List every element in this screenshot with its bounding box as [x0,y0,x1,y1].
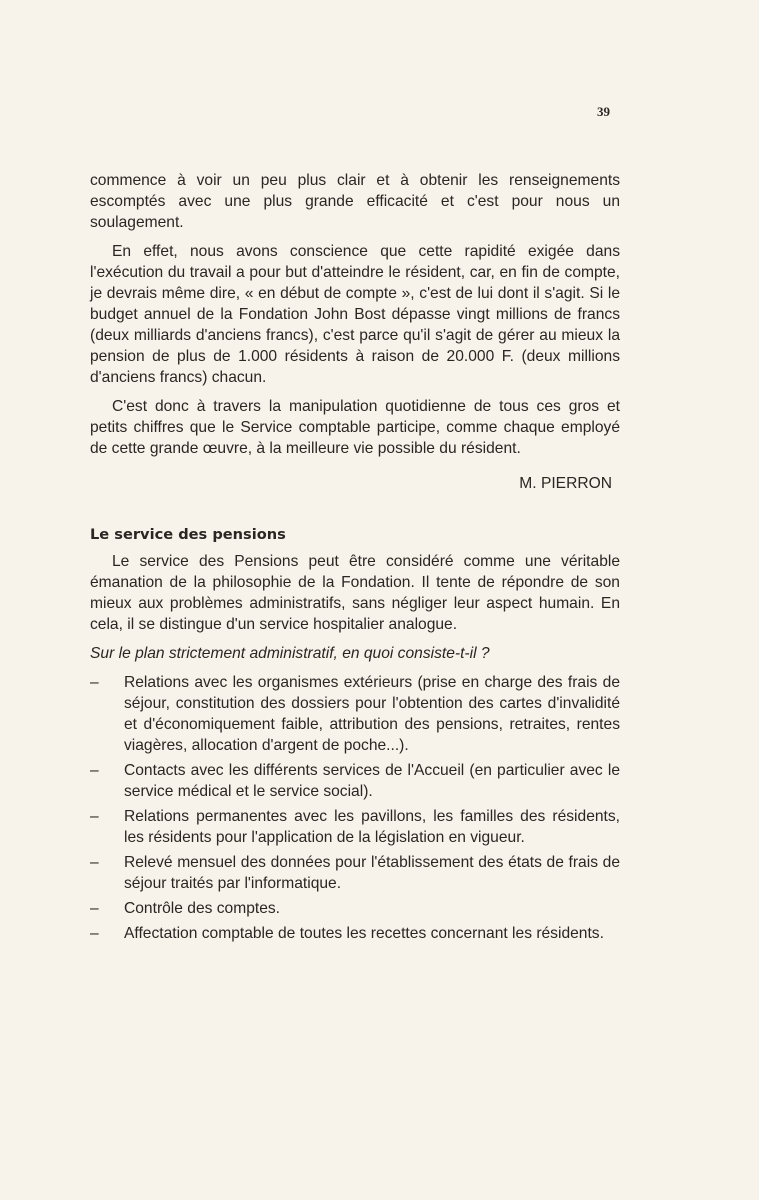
section-heading: Le service des pensions [90,526,286,543]
list-item-text: Relations permanentes avec les pavillons, les familles des résidents, les résidents pour l'application de la législation en vigueur. [124,808,620,846]
list-dash: – [90,925,99,942]
list-item-text: Relevé mensuel des données pour l'établissement des états de frais de séjour traités par l'informatique. [124,854,620,892]
intro-paragraph-3: C'est donc à travers la manipulation quotidienne de tous ces gros et petits chiffres que le Service comptable participe, comme chaque employé de cette grande œuvre, à la meilleure vie possible du résident. [90,398,620,457]
list-item [90,760,620,802]
list-item-text: Relations avec les organismes extérieurs (prise en charge des frais de séjour, constitution des dossiers pour l'obtention des cartes d'invalidité et d'économiquement faible, attribution des pensions, retraites, rentes viagères, allocation d'argent de poche...). [124,674,620,754]
duties-list [90,672,620,944]
intro-paragraph-2: En effet, nous avons conscience que cette rapidité exigée dans l'exécution du travail a pour but d'atteindre le résident, car, en fin de compte, je devrais même dire, « en début de compte », c'est de lui dont il s'agit. Si le budget annuel de la Fondation John Bost dépasse vingt millions de francs (deux milliards d'anciens francs), c'est parce qu'il s'agit de gérer au mieux la pension de plus de 1.000 résidents à raison de 20.000 F. (deux millions d'anciens francs) chacun. [90,243,620,386]
list-item [90,852,620,894]
list-item-text: Contacts avec les différents services de l'Accueil (en particulier avec le service médical et le service social). [124,762,620,800]
section-paragraph: Le service des Pensions peut être considéré comme une véritable émanation de la philosophie de la Fondation. Il tente de répondre de son mieux aux problèmes administratifs, sans négliger leur aspect humain. En cela, il se distingue d'un service hospitalier analogue. [90,553,620,633]
list-dash: – [90,854,99,871]
page-number: 39 [597,104,610,119]
list-dash: – [90,674,99,691]
list-dash: – [90,900,99,917]
list-item [90,672,620,756]
list-item-text: Contrôle des comptes. [124,900,281,917]
section-question: Sur le plan strictement administratif, en quoi consiste-t-il ? [90,645,490,662]
list-item [90,806,620,848]
list-item-text: Affectation comptable de toutes les recettes concernant les résidents. [124,925,604,942]
intro-paragraph-1: commence à voir un peu plus clair et à obtenir les renseignements escomptés avec une plus grande efficacité et c'est pour nous un soulagement. [90,172,620,231]
list-dash: – [90,762,99,779]
author-signature: M. PIERRON [519,475,612,492]
list-item [90,898,620,919]
list-dash: – [90,808,99,825]
list-item [90,923,620,944]
page-body [90,170,620,948]
